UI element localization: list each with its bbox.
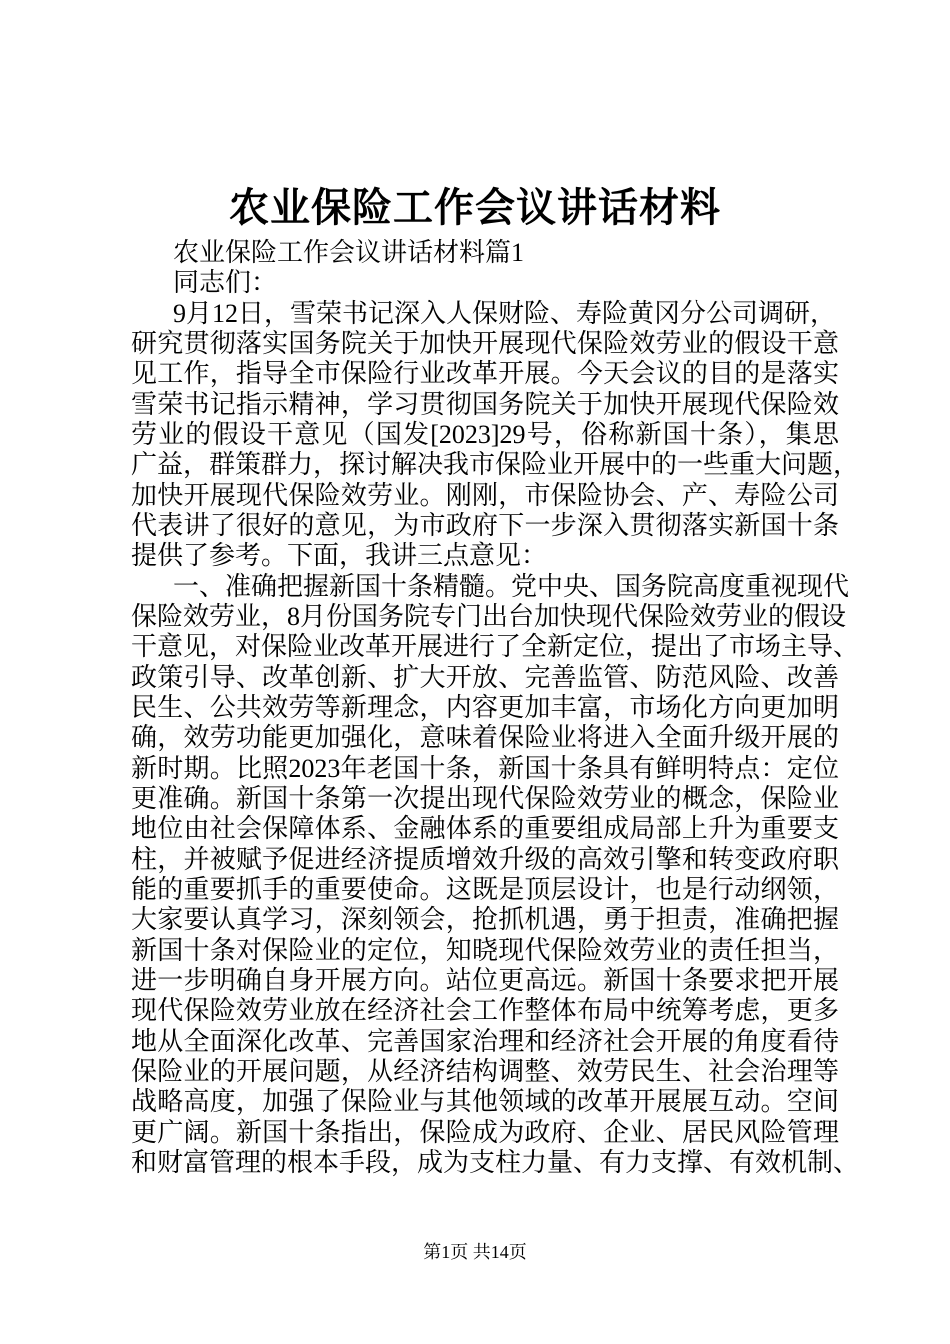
text-line: 地位由社会保障体系、金融体系的重要组成局部上升为重要支 (131, 814, 839, 844)
document-title: 农业保险工作会议讲话材料 (229, 185, 721, 230)
text-line: 新国十条对保险业的定位，知晓现代保险效劳业的责任担当， (131, 935, 839, 965)
text-line: 提供了参考。下面，我讲三点意见： (131, 541, 548, 571)
paragraph (131, 298, 860, 572)
document-body (131, 238, 860, 1178)
text-line: 保险业的开展问题，从经济结构调整、效劳民生、社会治理等 (131, 1056, 839, 1086)
text-line: 更广阔。新国十条指出，保险成为政府、企业、居民风险管理 (131, 1117, 839, 1147)
page-number: 第1页 共14页 (423, 1242, 527, 1262)
text-line: 进一步明确自身开展方向。站位更高远。新国十条要求把开展 (131, 965, 839, 995)
text-line: 广益，群策群力，探讨解决我市保险业开展中的一些重大问题， (131, 450, 860, 480)
text-line: 代表讲了很好的意见，为市政府下一步深入贯彻落实新国十条 (131, 510, 839, 540)
paragraph (131, 571, 860, 1179)
text-line: 民生、公共效劳等新理念，内容更加丰富，市场化方向更加明 (131, 692, 839, 722)
text-line: 和财富管理的根本手段，成为支柱力量、有力支撑、有效机制、 (131, 1147, 860, 1177)
text-line: 劳业的假设干意见（国发[2023]29号，俗称新国十条），集思 (131, 419, 839, 449)
text-line: 大家要认真学习，深刻领会，抢抓机遇，勇于担责，准确把握 (131, 905, 839, 935)
text-line: 确，效劳功能更加强化，意味着保险业将进入全面升级开展的 (131, 723, 839, 753)
text-line: 见工作，指导全市保险行业改革开展。今天会议的目的是落实 (131, 359, 839, 389)
text-line: 新时期。比照2023年老国十条，新国十条具有鲜明特点：定位 (131, 753, 839, 783)
text-line: 雪荣书记指示精神，学习贯彻国务院关于加快开展现代保险效 (131, 389, 839, 419)
text-line: 干意见，对保险业改革开展进行了全新定位，提出了市场主导、 (131, 632, 860, 662)
text-line: 现代保险效劳业放在经济社会工作整体布局中统筹考虑，更多 (131, 996, 839, 1026)
text-line: 地从全面深化改革、完善国家治理和经济社会开展的角度看待 (131, 1026, 839, 1056)
text-line: 能的重要抓手的重要使命。这既是顶层设计，也是行动纲领， (131, 874, 839, 904)
text-line: 加快开展现代保险效劳业。刚刚，市保险协会、产、寿险公司 (131, 480, 839, 510)
text-line: 战略高度，加强了保险业与其他领域的改革开展展互动。空间 (131, 1087, 839, 1117)
paragraphs (131, 298, 860, 1179)
text-line: 9月12日，雪荣书记深入人保财险、寿险黄冈分公司调研， (173, 298, 837, 328)
text-line: 研究贯彻落实国务院关于加快开展现代保险效劳业的假设干意 (131, 328, 839, 358)
subtitle: 农业保险工作会议讲话材料篇1 (173, 238, 525, 267)
text-line: 柱，并被赋予促进经济提质增效升级的高效引擎和转变政府职 (131, 844, 839, 874)
greeting: 同志们： (173, 268, 278, 298)
text-line: 政策引导、改革创新、扩大开放、完善监管、防范风险、改善 (131, 662, 839, 692)
text-line: 保险效劳业，8月份国务院专门出台加快现代保险效劳业的假设 (131, 601, 847, 631)
text-line: 更准确。新国十条第一次提出现代保险效劳业的概念，保险业 (131, 783, 839, 813)
text-line: 一、准确把握新国十条精髓。党中央、国务院高度重视现代 (173, 571, 850, 601)
